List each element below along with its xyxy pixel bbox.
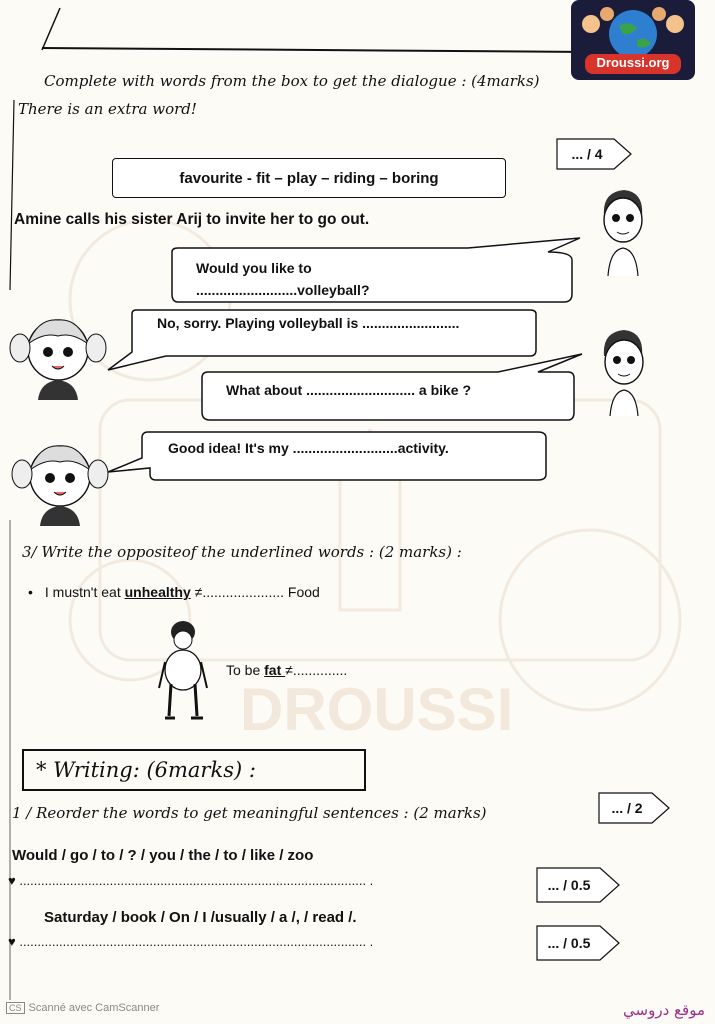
writing-title: * Writing: (6marks) : (22, 749, 366, 791)
girl-avatar (8, 310, 108, 400)
bullet-icon: • (28, 584, 33, 600)
item-1-prefix: I mustn't eat (44, 584, 125, 600)
opposite-item-2 (226, 662, 347, 678)
exercise-3-instruction: 3/ Write the oppositeof the underlined words : (2 marks) : (22, 543, 462, 561)
item-1-suffix: ≠..................... Food (190, 584, 320, 600)
girl-avatar-2 (10, 432, 110, 526)
word-box: favourite - fit – play – riding – boring (112, 158, 506, 198)
scrambled-sentence-1: Would / go / to / ? / you / the / to / like / zoo (12, 847, 314, 864)
bubble-2-text: No, sorry. Playing volleyball is ......................... (157, 315, 460, 331)
speech-bubble-4 (106, 428, 552, 484)
site-name-arabic: موقع دروسي (623, 1001, 705, 1019)
droussi-logo (571, 0, 695, 80)
boy-avatar (598, 186, 648, 278)
bubble-3-text: What about ............................ a bike ? (226, 382, 472, 398)
camscanner-icon: CS (6, 1002, 25, 1014)
score-arrow-05-b (536, 925, 620, 961)
reorder-score-label: ... / 2 (611, 800, 643, 816)
svg-text:DROUSSI: DROUSSI (240, 676, 514, 743)
dialogue-intro: Amine calls his sister Arij to invite her to go out. (14, 211, 370, 228)
score-arrow-4 (556, 138, 632, 170)
item-2-prefix: To be (226, 662, 265, 678)
item-2-suffix: ≠.............. (285, 662, 348, 678)
girl-figure-illustration (155, 618, 211, 726)
score-label: ... / 4 (571, 146, 603, 162)
logo-text: Droussi.org (596, 55, 670, 70)
camscanner-footer (6, 1002, 159, 1014)
answer-line-1: ♥ ................................................................................................ . (8, 873, 374, 888)
exercise-instruction: Complete with words from the box to get the dialogue : (4marks) (44, 72, 540, 90)
extra-word-note: There is an extra word! (18, 100, 197, 118)
scrambled-sentence-2: Saturday / book / On / I /usually / a /, / read /. (44, 909, 357, 926)
opposite-item-1 (28, 584, 320, 600)
reorder-instruction: 1 / Reorder the words to get meaningful sentences : (2 marks) (12, 804, 487, 822)
scanner-text: Scanné avec CamScanner (28, 1002, 160, 1014)
item-2-underlined: fat (264, 662, 286, 678)
sentence-1-score-label: ... / 0.5 (547, 877, 591, 893)
sentence-2-score-label: ... / 0.5 (547, 935, 591, 951)
boy-avatar-2 (598, 326, 650, 418)
score-arrow-05-a (536, 867, 620, 903)
bubble-1-line-1: Would you like to (196, 260, 312, 276)
bubble-4-text: Good idea! It's my ...........................activity. (168, 440, 449, 456)
answer-line-2: ♥ ................................................................................................ . (8, 934, 374, 949)
bubble-1-line-2: ..........................volleyball? (196, 282, 370, 298)
score-arrow-2 (598, 792, 670, 824)
item-1-underlined: unhealthy (124, 584, 191, 600)
